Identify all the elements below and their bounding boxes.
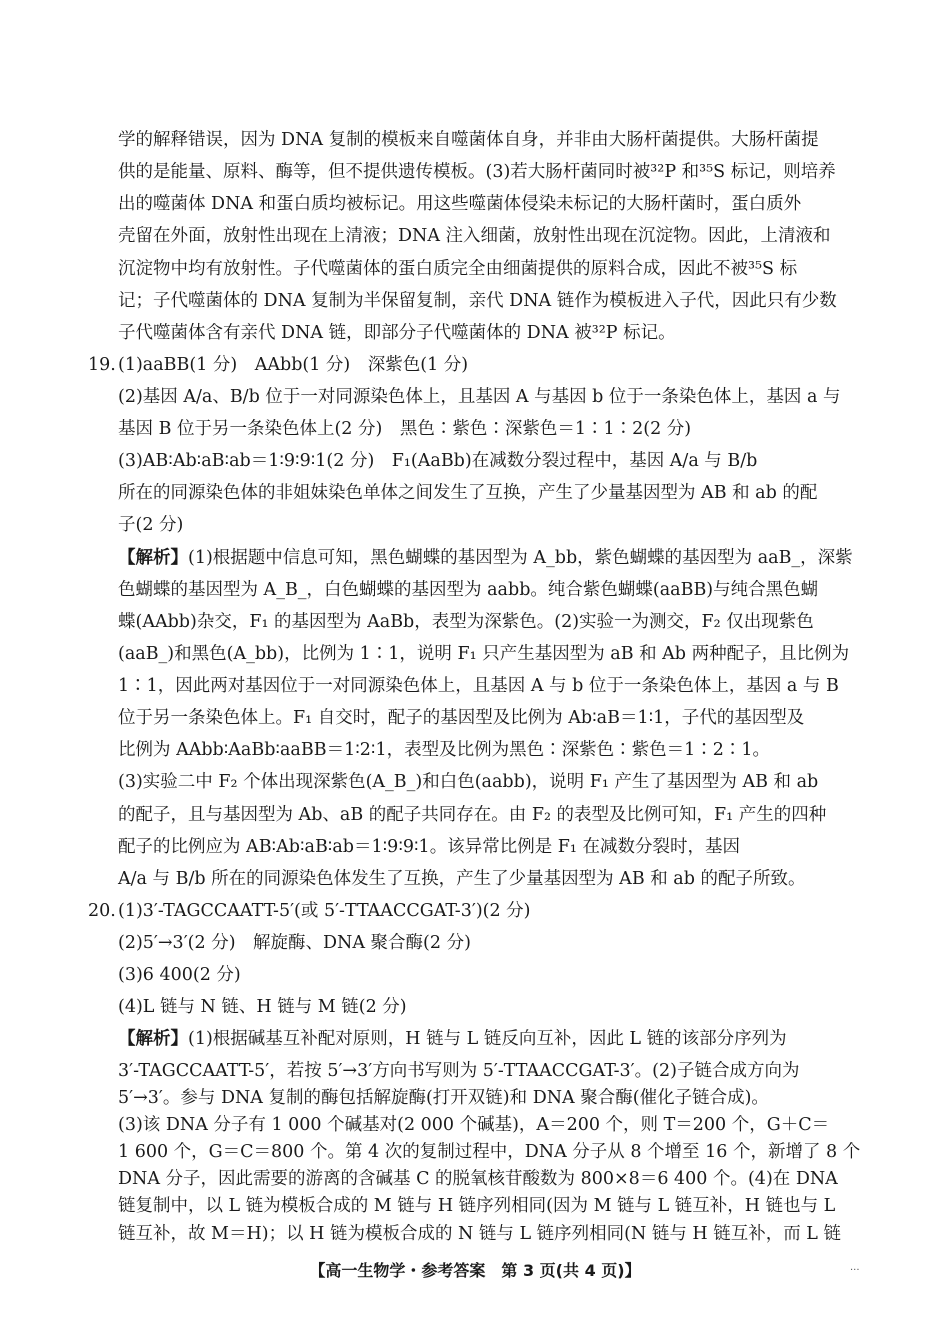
answer-line: (3)AB∶Ab∶aB∶ab＝1∶9∶9∶1(2 分) F₁(AaBb)在减数分裂过程中，基因 A/a 与 B/b [118,451,758,471]
answer-line: 基因 B 位于另一条染色体上(2 分) 黑色∶紫色∶深紫色＝1∶1∶2(2 分) [118,419,692,439]
analysis-line [118,546,853,570]
analysis-line: 的配子，且与基因型为 Ab、aB 的配子共同存在。由 F₂ 的表型及比例可知，F₁ 产生的四种 [118,805,827,825]
analysis-label: 【解析】 [118,1029,188,1049]
answer-line: (2)5′→3′(2 分) 解旋酶、DNA 聚合酶(2 分) [118,933,471,953]
question-number: 20. [88,901,116,921]
analysis-line: (3)该 DNA 分子有 1 000 个碱基对(2 000 个碱基)，A＝200 个，则 T＝200 个，G＋C＝ [118,1115,830,1135]
text-line: 学的解释错误，因为 DNA 复制的模板来自噬菌体自身，并非由大肠杆菌提供。大肠杆菌提 [118,130,819,150]
analysis-line: 3′-TAGCCAATT-5′，若按 5′→3′方向书写则为 5′-TTAACCGAT-3′。(2)子链合成方向为 [118,1061,800,1081]
analysis-line: 1∶1，因此两对基因位于一对同源染色体上，且基因 A 与 b 位于一条染色体上，基因 a 与 B [118,676,839,696]
analysis-line: 位于另一条染色体上。F₁ 自交时，配子的基因型及比例为 Ab∶aB＝1∶1，子代的基因型及 [118,708,805,728]
answer-line: 所在的同源染色体的非姐妹染色单体之间发生了互换，产生了少量基因型为 AB 和 ab 的配 [118,483,818,503]
analysis-label: 【解析】 [118,548,188,568]
answer-line: (2)基因 A/a、B/b 位于一对同源染色体上，且基因 A 与基因 b 位于一条染色体上，基因 a 与 [118,387,841,407]
analysis-line: 蝶(AAbb)杂交，F₁ 的基因型为 AaBb，表型为深紫色。(2)实验一为测交，F₂ 仅出现紫色 [118,612,814,632]
text-line: 沉淀物中均有放射性。子代噬菌体的蛋白质完全由细菌提供的原料合成，因此不被³⁵S 标 [118,259,798,279]
answer-line: (4)L 链与 N 链、H 链与 M 链(2 分) [118,997,407,1017]
text-line: 记；子代噬菌体的 DNA 复制为半保留复制，亲代 DNA 链作为模板进入子代，因此只有少数 [118,291,837,311]
analysis-line: 5′→3′。参与 DNA 复制的酶包括解旋酶(打开双链)和 DNA 聚合酶(催化子链合成)。 [118,1088,769,1108]
text-line: 出的噬菌体 DNA 和蛋白质均被标记。用这些噬菌体侵染未标记的大肠杆菌时，蛋白质外 [118,194,802,214]
analysis-line: 配子的比例应为 AB∶Ab∶aB∶ab＝1∶9∶9∶1。该异常比例是 F₁ 在减数分裂时，基因 [118,837,740,857]
answer-line: (3)6 400(2 分) [118,965,241,985]
answer-line: (1)aaBB(1 分) AAbb(1 分) 深紫色(1 分) [118,355,469,375]
analysis-line [118,1027,787,1051]
analysis-line: 1 600 个，G＝C＝800 个。第 4 次的复制过程中，DNA 分子从 8 个增至 16 个，新增了 8 个 [118,1142,861,1162]
analysis-text: (1)根据题中信息可知，黑色蝴蝶的基因型为 A_bb，紫色蝴蝶的基因型为 aaB_，深紫 [188,548,853,568]
analysis-line: A/a 与 B/b 所在的同源染色体发生了互换，产生了少量基因型为 AB 和 ab 的配子所致。 [118,869,806,889]
analysis-line: 链复制中，以 L 链为模板合成的 M 链与 H 链序列相同(因为 M 链与 L 链互补，H 链也与 L [118,1196,836,1216]
question-number: 19. [88,355,116,375]
page-footer: 【高一生物学・参考答案 第 3 页(共 4 页)】 [309,1261,641,1280]
analysis-line: DNA 分子，因此需要的游离的含碱基 C 的脱氧核苷酸数为 800×8＝6 400 个。(4)在 DNA [118,1169,838,1189]
answer-line: 子(2 分) [118,515,184,535]
analysis-line: 比例为 AAbb∶AaBb∶aaBB＝1∶2∶1，表型及比例为黑色∶深紫色∶紫色＝1∶2∶1。 [118,740,770,760]
answer-line: (1)3′-TAGCCAATT-5′(或 5′-TTAACCGAT-3′)(2 分) [118,901,531,921]
text-line: 供的是能量、原料、酶等，但不提供遗传模板。(3)若大肠杆菌同时被³²P 和³⁵S 标记，则培养 [118,162,836,182]
corner-mark: ... [850,1262,860,1273]
analysis-line: 色蝴蝶的基因型为 A_B_，白色蝴蝶的基因型为 aabb。纯合紫色蝴蝶(aaBB)与纯合黑色蝴 [118,580,819,600]
analysis-text: (1)根据碱基互补配对原则，H 链与 L 链反向互补，因此 L 链的该部分序列为 [188,1029,787,1049]
analysis-line: (3)实验二中 F₂ 个体出现深紫色(A_B_)和白色(aabb)，说明 F₁ 产生了基因型为 AB 和 ab [118,772,819,792]
text-line: 子代噬菌体含有亲代 DNA 链，即部分子代噬菌体的 DNA 被³²P 标记。 [118,323,676,343]
analysis-line: 链互补，故 M＝H)；以 H 链为模板合成的 N 链与 L 链序列相同(N 链与 H 链互补，而 L 链 [118,1224,841,1244]
analysis-line: (aaB_)和黑色(A_bb)，比例为 1∶1，说明 F₁ 只产生基因型为 aB 和 Ab 两种配子，且比例为 [118,644,850,664]
text-line: 壳留在外面，放射性出现在上清液；DNA 注入细菌，放射性出现在沉淀物。因此，上清液和 [118,226,831,246]
